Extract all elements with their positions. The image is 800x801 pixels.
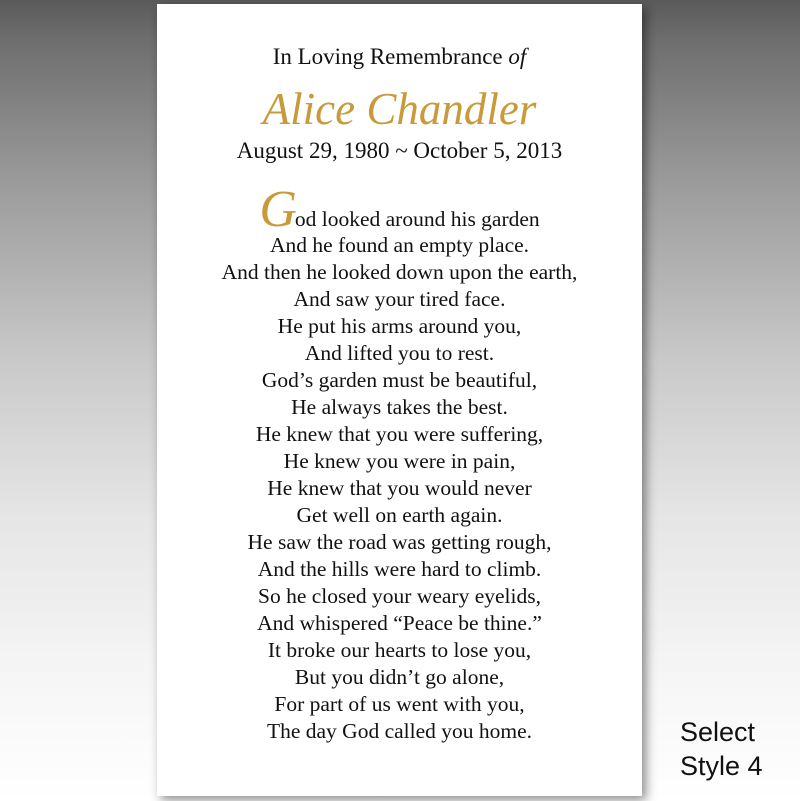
poem-line: He knew that you would never (267, 476, 532, 500)
poem-line: He knew that you were suffering, (255, 422, 544, 446)
memorial-card (157, 4, 642, 796)
heading-text: In Loving Remembrance (272, 44, 503, 69)
poem-line: He knew you were in pain, (283, 449, 516, 473)
poem-line: And then he looked down upon the earth, (221, 260, 578, 284)
caption-line-style: Style 4 (680, 751, 763, 781)
card-heading (157, 42, 642, 72)
poem-line: But you didn’t go alone, (294, 665, 505, 689)
life-dates: August 29, 1980 ~ October 5, 2013 (236, 138, 563, 163)
poem-line: God’s garden must be beautiful, (261, 368, 538, 392)
deceased-name: Alice Chandler (262, 84, 537, 134)
style-caption (680, 715, 763, 783)
poem-line: And whispered “Peace be thine.” (257, 611, 542, 635)
poem-line: He put his arms around you, (277, 314, 522, 338)
poem-line: So he closed your weary eyelids, (257, 584, 541, 608)
poem-line: It broke our hearts to lose you, (267, 638, 532, 662)
poem-line: And the hills were hard to climb. (257, 557, 542, 581)
poem-line: For part of us went with you, (274, 692, 525, 716)
poem-drop-cap: G (259, 181, 297, 238)
poem-line: And lifted you to rest. (304, 341, 495, 365)
poem-first-rest: od looked around his garden (294, 207, 540, 231)
heading-of: of (508, 44, 527, 69)
poem-line: And saw your tired face. (293, 287, 506, 311)
poem-line-first (157, 181, 642, 238)
poem-line: Get well on earth again. (296, 503, 503, 527)
caption-line-select: Select (680, 717, 756, 747)
poem (157, 181, 642, 745)
poem-line: He always takes the best. (291, 395, 508, 419)
poem-line: He saw the road was getting rough, (247, 530, 552, 554)
poem-line: The day God called you home. (266, 719, 533, 743)
poem-line: And he found an empty place. (269, 233, 530, 257)
